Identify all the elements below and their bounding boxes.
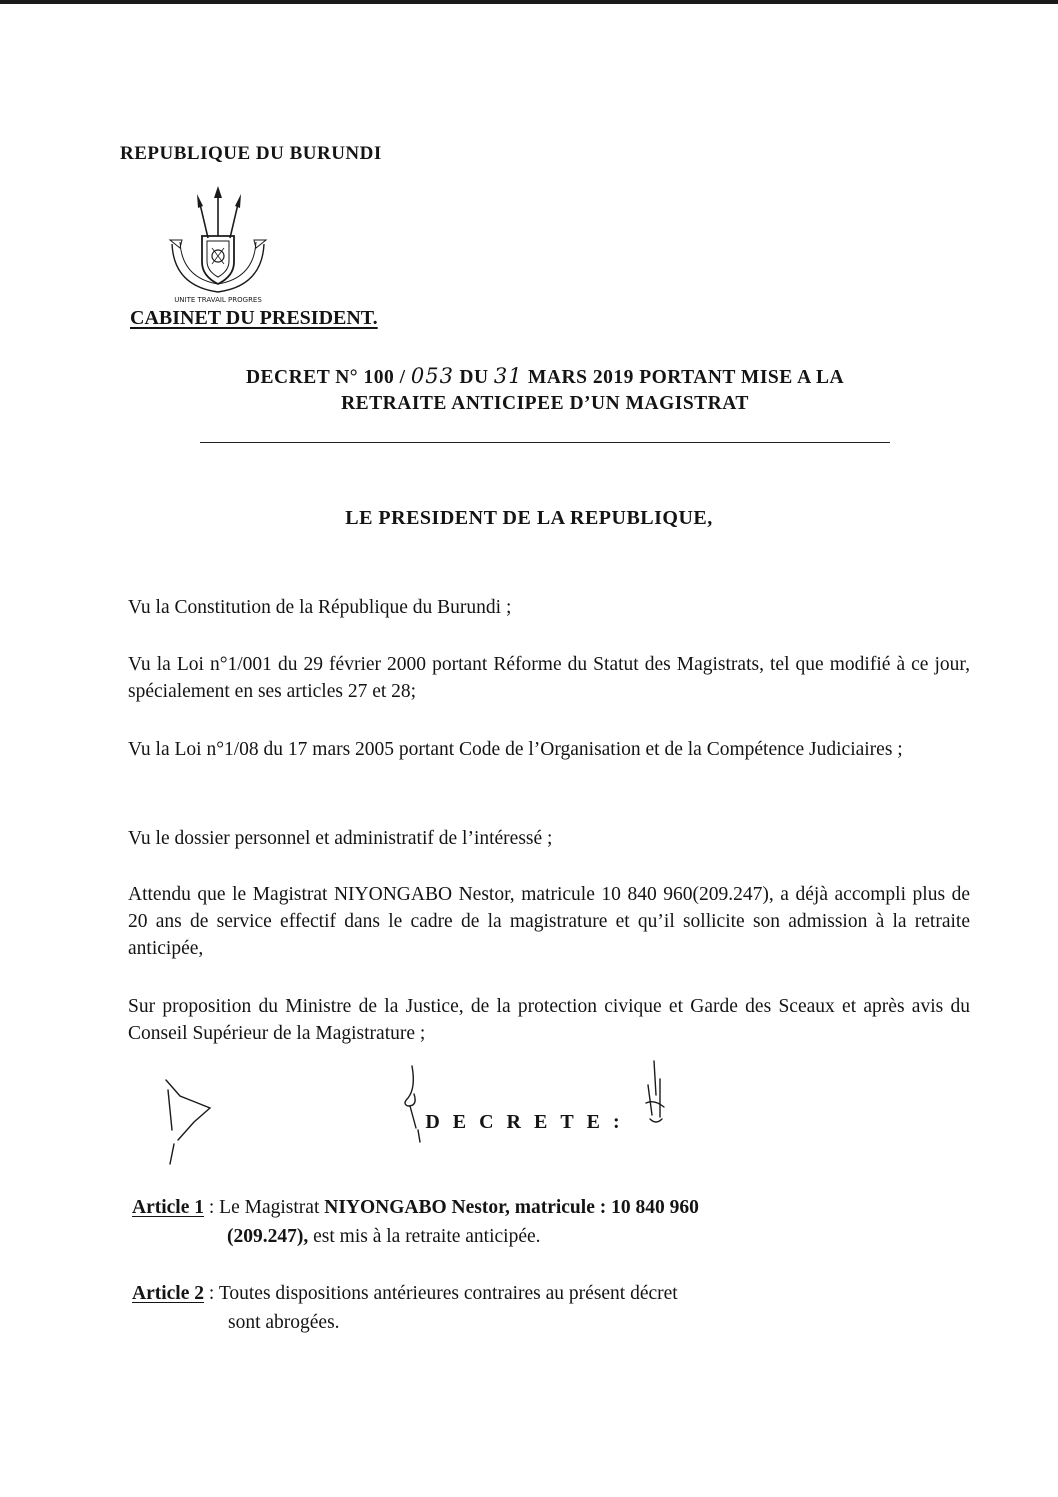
paragraph-proposition: Sur proposition du Ministre de la Justice, de la protection civique et Garde des Sceaux et après avis du Conseil Supérieur de la Magistrature ; [128,996,970,1044]
paragraph-loi-statut: Vu la Loi n°1/001 du 29 février 2000 portant Réforme du Statut des Magistrats, tel que modifié à ce jour, spécialement en ses articles 27 et 28; [128,654,970,702]
initial-mark-1 [150,1060,230,1180]
decree-title-line1 [120,363,970,391]
article-1-rest: est mis à la retraite anticipée. [308,1226,541,1247]
coat-of-arms-seal [164,186,272,306]
header-cabinet: CABINET DU PRESIDENT. [130,307,378,329]
article-1-line1 [132,1193,932,1222]
article-2-line1 [132,1279,932,1308]
decree-title-line2: RETRAITE ANTICIPEE D’UN MAGISTRAT [341,393,749,414]
article-2-line2: sont abrogées. [228,1312,340,1333]
article-1-bold: NIYONGABO Nestor, matricule : 10 840 960 [324,1197,699,1218]
decree-number-handwritten: 053 [410,364,454,388]
article-1 [132,1193,932,1251]
decree-day-handwritten: 31 [493,364,523,388]
president-heading: LE PRESIDENT DE LA REPUBLIQUE, [345,507,713,529]
article-1-matricule-old: (209.247), [227,1226,309,1247]
article-1-sep: : Le Magistrat [204,1197,325,1218]
initial-mark-2 [388,1058,438,1158]
article-2-label: Article 2 [132,1283,205,1304]
decrete-heading: DECRETE: [425,1111,633,1133]
article-2 [132,1279,932,1337]
decree-title [120,363,970,417]
svg-text:UNITE TRAVAIL PROGRES: UNITE TRAVAIL PROGRES [174,296,262,304]
decree-prefix: DECRET N° 100 / [245,367,411,388]
paragraph-loi-code: Vu la Loi n°1/08 du 17 mars 2005 portant Code de l’Organisation et de la Compétence Judiciaires ; [128,739,903,760]
paragraph-constitution: Vu la Constitution de la République du Burundi ; [128,597,512,618]
scan-top-edge [0,0,1058,4]
initial-mark-3 [630,1055,680,1155]
paragraph-attendu: Attendu que le Magistrat NIYONGABO Nestor, matricule 10 840 960(209.247), a déjà accompli plus de 20 ans de service effectif dans le cadre de la magistrature et qu’il sollicite son admission à la retraite anticipée, [128,884,970,959]
article-1-line2 [132,1222,932,1251]
decree-title-rest: MARS 2019 PORTANT MISE A LA [522,367,845,388]
decree-du: DU [454,367,494,388]
paragraph-dossier: Vu le dossier personnel et administratif de l’intéressé ; [128,828,553,849]
header-republic: REPUBLIQUE DU BURUNDI [120,143,382,164]
article-2-sep: : Toutes dispositions antérieures contraires au présent décret [204,1283,678,1304]
title-divider [200,442,890,443]
article-1-label: Article 1 [132,1197,205,1218]
